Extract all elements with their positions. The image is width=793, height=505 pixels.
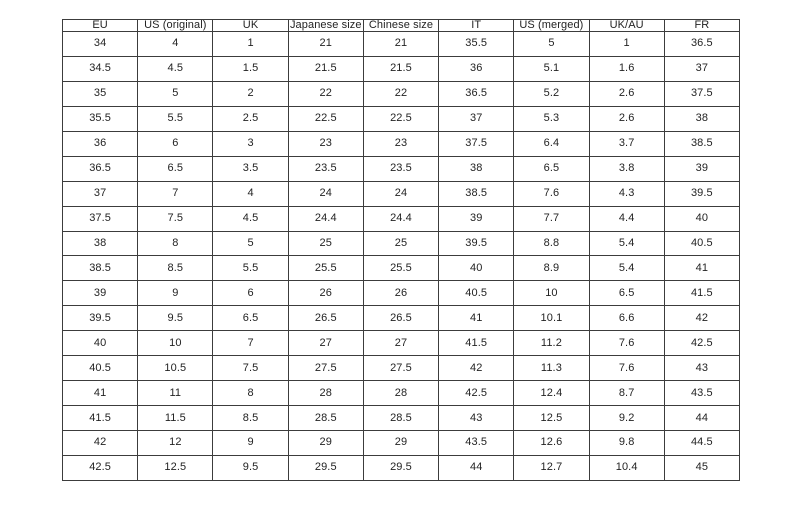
table-cell: 12.6 — [514, 431, 589, 456]
table-row — [63, 431, 740, 456]
table-row — [63, 106, 740, 131]
table-cell: 5 — [138, 81, 213, 106]
table-cell: 6.5 — [514, 156, 589, 181]
table-cell: 43 — [664, 356, 739, 381]
table-cell: 1 — [213, 32, 288, 57]
table-cell: 11.3 — [514, 356, 589, 381]
table-cell: 38.5 — [63, 256, 138, 281]
table-cell: 5.5 — [213, 256, 288, 281]
table-cell: 8 — [138, 231, 213, 256]
table-cell: 11.5 — [138, 406, 213, 431]
table-cell: 41.5 — [664, 281, 739, 306]
table-cell: 7 — [213, 331, 288, 356]
table-cell: 6.5 — [213, 306, 288, 331]
table-cell: 35 — [63, 81, 138, 106]
table-cell: 38 — [439, 156, 514, 181]
table-cell: 6 — [138, 131, 213, 156]
table-cell: 2.6 — [589, 106, 664, 131]
table-cell: 42.5 — [63, 455, 138, 480]
table-cell: 41.5 — [63, 406, 138, 431]
table-cell: 12.5 — [138, 455, 213, 480]
table-cell: 5 — [514, 32, 589, 57]
table-cell: 29 — [288, 431, 363, 456]
table-cell: 1 — [589, 32, 664, 57]
table-cell: 40.5 — [439, 281, 514, 306]
table-cell: 39 — [664, 156, 739, 181]
table-cell: 7.5 — [213, 356, 288, 381]
table-cell: 2.6 — [589, 81, 664, 106]
table-cell: 24 — [288, 181, 363, 206]
size-table-header — [63, 20, 740, 32]
table-cell: 25 — [288, 231, 363, 256]
table-cell: 5.2 — [514, 81, 589, 106]
table-cell: 38 — [63, 231, 138, 256]
table-row — [63, 181, 740, 206]
table-cell: 23.5 — [288, 156, 363, 181]
table-cell: 8.8 — [514, 231, 589, 256]
table-cell: 10.1 — [514, 306, 589, 331]
table-cell: 8.9 — [514, 256, 589, 281]
table-cell: 1.5 — [213, 56, 288, 81]
table-cell: 21 — [363, 32, 438, 57]
table-cell: 35.5 — [439, 32, 514, 57]
table-cell: 43.5 — [439, 431, 514, 456]
table-cell: 37.5 — [439, 131, 514, 156]
table-cell: 26 — [288, 281, 363, 306]
table-cell: 41 — [664, 256, 739, 281]
table-cell: 8.5 — [213, 406, 288, 431]
column-header: Japanese size — [289, 19, 362, 31]
table-cell: 45 — [664, 455, 739, 480]
shoe-size-conversion-table — [62, 19, 740, 481]
table-cell: 28 — [288, 381, 363, 406]
table-cell: 21 — [288, 32, 363, 57]
table-cell: 42 — [63, 431, 138, 456]
table-cell: 4.3 — [589, 181, 664, 206]
table-cell: 3 — [213, 131, 288, 156]
table-cell: 9.2 — [589, 406, 664, 431]
table-cell: 8.7 — [589, 381, 664, 406]
table-cell: 22 — [363, 81, 438, 106]
table-row — [63, 455, 740, 480]
size-table-body — [63, 32, 740, 481]
column-header: US (original) — [138, 20, 213, 32]
table-row — [63, 256, 740, 281]
table-cell: 34.5 — [63, 56, 138, 81]
table-cell: 9.8 — [589, 431, 664, 456]
table-row — [63, 331, 740, 356]
table-cell: 44.5 — [664, 431, 739, 456]
table-cell: 28.5 — [363, 406, 438, 431]
table-cell: 38 — [664, 106, 739, 131]
table-row — [63, 306, 740, 331]
table-cell: 27.5 — [288, 356, 363, 381]
table-cell: 6.4 — [514, 131, 589, 156]
table-cell: 5.4 — [589, 231, 664, 256]
table-cell: 4 — [138, 32, 213, 57]
table-row — [63, 156, 740, 181]
table-cell: 3.5 — [213, 156, 288, 181]
table-cell: 5.3 — [514, 106, 589, 131]
table-row — [63, 381, 740, 406]
table-cell: 26.5 — [363, 306, 438, 331]
table-cell: 22.5 — [363, 106, 438, 131]
table-cell: 35.5 — [63, 106, 138, 131]
table-cell: 39 — [439, 206, 514, 231]
table-cell: 27 — [363, 331, 438, 356]
column-header: US (merged) — [514, 20, 589, 32]
table-cell: 38.5 — [439, 181, 514, 206]
table-cell: 10 — [514, 281, 589, 306]
column-header: UK — [213, 20, 288, 32]
table-cell: 42.5 — [439, 381, 514, 406]
table-cell: 40.5 — [664, 231, 739, 256]
table-cell: 36.5 — [439, 81, 514, 106]
table-cell: 27.5 — [363, 356, 438, 381]
table-cell: 42 — [439, 356, 514, 381]
table-cell: 9 — [213, 431, 288, 456]
table-cell: 9.5 — [213, 455, 288, 480]
table-cell: 29 — [363, 431, 438, 456]
table-row — [63, 32, 740, 57]
table-cell: 28 — [363, 381, 438, 406]
table-cell: 5.5 — [138, 106, 213, 131]
table-row — [63, 56, 740, 81]
table-row — [63, 206, 740, 231]
table-cell: 12.7 — [514, 455, 589, 480]
table-cell: 22 — [288, 81, 363, 106]
table-cell: 3.7 — [589, 131, 664, 156]
table-cell: 36.5 — [63, 156, 138, 181]
table-cell: 6.6 — [589, 306, 664, 331]
table-cell: 37.5 — [664, 81, 739, 106]
table-cell: 36 — [63, 131, 138, 156]
table-cell: 39.5 — [439, 231, 514, 256]
table-cell: 41 — [63, 381, 138, 406]
table-cell: 4.4 — [589, 206, 664, 231]
table-cell: 6.5 — [589, 281, 664, 306]
table-cell: 37 — [63, 181, 138, 206]
table-cell: 41 — [439, 306, 514, 331]
table-cell: 7.5 — [138, 206, 213, 231]
column-header: UK/AU — [589, 20, 664, 32]
table-cell: 36 — [439, 56, 514, 81]
table-row — [63, 356, 740, 381]
table-cell: 43 — [439, 406, 514, 431]
table-cell: 8.5 — [138, 256, 213, 281]
table-cell: 41.5 — [439, 331, 514, 356]
table-cell: 40 — [664, 206, 739, 231]
table-row — [63, 131, 740, 156]
table-cell: 27 — [288, 331, 363, 356]
header-row — [63, 20, 740, 32]
column-header: Chinese size — [363, 20, 438, 32]
table-cell: 9 — [138, 281, 213, 306]
table-cell: 25.5 — [363, 256, 438, 281]
table-cell: 44 — [439, 455, 514, 480]
table-cell: 11.2 — [514, 331, 589, 356]
table-cell: 10 — [138, 331, 213, 356]
table-cell: 36.5 — [664, 32, 739, 57]
size-table — [62, 19, 740, 481]
table-cell: 4.5 — [138, 56, 213, 81]
table-cell: 5 — [213, 231, 288, 256]
column-header: EU — [63, 20, 138, 32]
table-cell: 39 — [63, 281, 138, 306]
table-cell: 23.5 — [363, 156, 438, 181]
table-cell: 28.5 — [288, 406, 363, 431]
table-cell: 29.5 — [363, 455, 438, 480]
table-cell: 40.5 — [63, 356, 138, 381]
table-cell: 26.5 — [288, 306, 363, 331]
table-cell: 24 — [363, 181, 438, 206]
table-row — [63, 81, 740, 106]
table-cell: 2.5 — [213, 106, 288, 131]
table-cell: 39.5 — [664, 181, 739, 206]
table-cell: 3.8 — [589, 156, 664, 181]
table-cell: 23 — [363, 131, 438, 156]
table-cell: 11 — [138, 381, 213, 406]
table-cell: 42 — [664, 306, 739, 331]
table-cell: 38.5 — [664, 131, 739, 156]
table-cell: 44 — [664, 406, 739, 431]
table-cell: 4.5 — [213, 206, 288, 231]
table-cell: 4 — [213, 181, 288, 206]
table-cell: 21.5 — [288, 56, 363, 81]
table-cell: 7.6 — [514, 181, 589, 206]
table-cell: 12.4 — [514, 381, 589, 406]
table-cell: 37 — [439, 106, 514, 131]
table-cell: 10.5 — [138, 356, 213, 381]
table-cell: 7.6 — [589, 331, 664, 356]
table-cell: 1.6 — [589, 56, 664, 81]
table-cell: 22.5 — [288, 106, 363, 131]
column-header: IT — [439, 20, 514, 32]
table-cell: 12 — [138, 431, 213, 456]
table-cell: 23 — [288, 131, 363, 156]
table-cell: 25.5 — [288, 256, 363, 281]
table-cell: 37 — [664, 56, 739, 81]
table-cell: 6 — [213, 281, 288, 306]
table-cell: 2 — [213, 81, 288, 106]
table-row — [63, 406, 740, 431]
table-cell: 5.4 — [589, 256, 664, 281]
table-cell: 7.6 — [589, 356, 664, 381]
table-cell: 25 — [363, 231, 438, 256]
table-cell: 43.5 — [664, 381, 739, 406]
table-cell: 40 — [439, 256, 514, 281]
table-cell: 24.4 — [288, 206, 363, 231]
table-cell: 6.5 — [138, 156, 213, 181]
table-cell: 9.5 — [138, 306, 213, 331]
table-cell: 7.7 — [514, 206, 589, 231]
table-cell: 7 — [138, 181, 213, 206]
table-cell: 5.1 — [514, 56, 589, 81]
table-cell: 12.5 — [514, 406, 589, 431]
table-cell: 21.5 — [363, 56, 438, 81]
table-row — [63, 231, 740, 256]
table-cell: 29.5 — [288, 455, 363, 480]
table-cell: 10.4 — [589, 455, 664, 480]
table-cell: 39.5 — [63, 306, 138, 331]
table-cell: 34 — [63, 32, 138, 57]
table-row — [63, 281, 740, 306]
table-cell: 37.5 — [63, 206, 138, 231]
table-cell: 24.4 — [363, 206, 438, 231]
table-cell: 42.5 — [664, 331, 739, 356]
table-cell: 26 — [363, 281, 438, 306]
column-header: FR — [664, 20, 739, 32]
table-cell: 8 — [213, 381, 288, 406]
table-cell: 40 — [63, 331, 138, 356]
